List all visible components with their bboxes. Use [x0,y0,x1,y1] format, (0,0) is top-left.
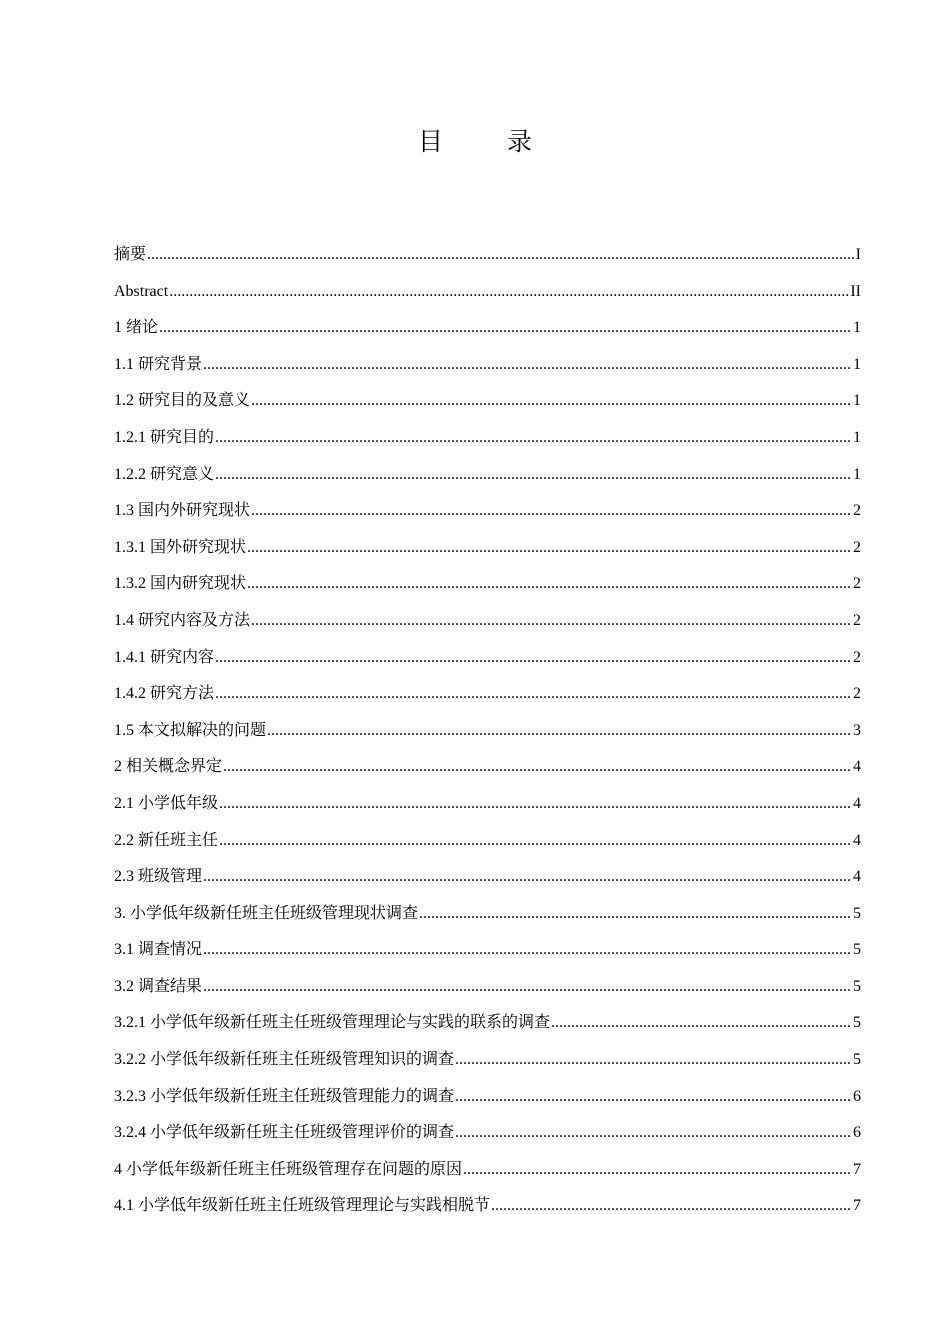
toc-entry-label: 4.1 小学低年级新任班主任班级管理理论与实践相脱节 [114,1197,491,1215]
toc-entry-label: Abstract [114,282,169,300]
toc-entry[interactable] [114,240,861,277]
toc-entry-label: 1.2.1 研究目的 [114,428,215,446]
toc-entry-page-number: I [855,246,861,263]
toc-entry-label: 1.4 研究内容及方法 [114,611,251,629]
toc-entry-page-number: 1 [853,428,861,446]
toc-entry-page-number: 1 [853,392,861,410]
toc-entry-page-number: 1 [853,465,861,483]
toc-entry[interactable] [114,533,861,570]
toc-entry[interactable] [114,716,861,753]
toc-entry[interactable] [114,1045,861,1082]
toc-entry[interactable] [114,752,861,789]
toc-dot-leader [203,862,852,892]
toc-entry-label: 1 绪论 [114,319,159,337]
toc-entry[interactable] [114,460,861,497]
toc-entry-page-number: 5 [853,1014,861,1032]
toc-entry[interactable] [114,313,861,350]
toc-entry-page-number: 1 [853,355,861,373]
toc-entry-page-number: 4 [853,758,861,776]
toc-entry[interactable] [114,1082,861,1119]
toc-entry-page-number: 3 [853,721,861,739]
toc-entry-label: 1.3.2 国内研究现状 [114,575,247,593]
toc-entry-label: 3.2.1 小学低年级新任班主任班级管理理论与实践的联系的调查 [114,1014,551,1032]
toc-entry[interactable] [114,1155,861,1192]
toc-entry[interactable] [114,862,861,899]
toc-entry[interactable] [114,277,861,314]
toc-dot-leader [203,972,852,1002]
toc-entry-label: 3.1 调查情况 [114,941,203,959]
toc-entry[interactable] [114,423,861,460]
toc-entry-page-number: 7 [853,1160,861,1178]
toc-dot-leader [491,1191,852,1221]
toc-entry-label: 3.2.4 小学低年级新任班主任班级管理评价的调查 [114,1124,455,1142]
toc-entry[interactable] [114,972,861,1009]
toc-dot-leader [223,752,852,782]
toc-entry-label: 2 相关概念界定 [114,758,223,776]
toc-entry[interactable] [114,899,861,936]
toc-dot-leader [455,1045,852,1075]
toc-entry-label: 3.2 调查结果 [114,977,203,995]
toc-entry-label: 1.4.1 研究内容 [114,648,215,666]
toc-list [114,240,861,1228]
toc-entry-page-number: 4 [853,831,861,849]
toc-entry-page-number: 6 [853,1087,861,1105]
toc-dot-leader [455,1082,852,1112]
toc-entry-page-number: 5 [853,904,861,922]
toc-title: 目 录 [418,127,560,156]
toc-entry-page-number: 4 [853,794,861,812]
toc-entry[interactable] [114,386,861,423]
toc-entry-label: 1.4.2 研究方法 [114,685,215,703]
toc-dot-leader [147,240,855,270]
toc-dot-leader [219,826,852,856]
toc-entry-page-number: 6 [853,1124,861,1142]
toc-entry-label: 1.1 研究背景 [114,355,203,373]
toc-entry-label: 1.2.2 研究意义 [114,465,215,483]
toc-entry-label: 1.3.1 国外研究现状 [114,538,247,556]
toc-entry-label: 1.5 本文拟解决的问题 [114,721,267,739]
toc-dot-leader [247,533,852,563]
toc-dot-leader [215,679,852,709]
toc-entry[interactable] [114,1008,861,1045]
toc-entry-label: 2.3 班级管理 [114,868,203,886]
toc-dot-leader [463,1155,852,1185]
toc-entry-label: 4 小学低年级新任班主任班级管理存在问题的原因 [114,1160,463,1178]
toc-entry-page-number: 2 [853,502,861,520]
toc-dot-leader [159,313,852,343]
toc-entry[interactable] [114,350,861,387]
toc-dot-leader [455,1118,852,1148]
toc-entry[interactable] [114,789,861,826]
toc-entry[interactable] [114,1191,861,1228]
toc-entry-page-number: 5 [853,977,861,995]
toc-dot-leader [247,569,852,599]
toc-entry-label: 3.2.3 小学低年级新任班主任班级管理能力的调查 [114,1087,455,1105]
toc-dot-leader [267,716,852,746]
toc-dot-leader [203,935,852,965]
toc-dot-leader [215,423,852,453]
toc-entry[interactable] [114,826,861,863]
toc-dot-leader [215,643,852,673]
toc-entry-page-number: 2 [853,611,861,629]
toc-entry[interactable] [114,679,861,716]
toc-entry-page-number: 4 [853,868,861,886]
toc-entry[interactable] [114,643,861,680]
toc-dot-leader [169,277,849,307]
toc-entry-label: 摘要 [114,246,147,263]
toc-entry-page-number: 1 [853,319,861,337]
toc-entry-page-number: 2 [853,575,861,593]
toc-dot-leader [215,460,852,490]
toc-dot-leader [419,899,852,929]
toc-entry-page-number: II [850,282,861,300]
toc-entry-label: 2.2 新任班主任 [114,831,219,849]
toc-entry-page-number: 7 [853,1197,861,1215]
toc-entry[interactable] [114,496,861,533]
toc-dot-leader [251,606,852,636]
toc-dot-leader [203,350,852,380]
toc-entry-page-number: 5 [853,941,861,959]
toc-entry[interactable] [114,935,861,972]
toc-entry-label: 2.1 小学低年级 [114,794,219,812]
toc-entry[interactable] [114,569,861,606]
toc-dot-leader [251,386,852,416]
toc-entry-page-number: 2 [853,685,861,703]
toc-dot-leader [219,789,852,819]
toc-dot-leader [251,496,852,526]
toc-entry-page-number: 5 [853,1051,861,1069]
toc-entry-page-number: 2 [853,648,861,666]
toc-entry-page-number: 2 [853,538,861,556]
toc-entry-label: 1.3 国内外研究现状 [114,502,251,520]
toc-entry-label: 3.2.2 小学低年级新任班主任班级管理知识的调查 [114,1051,455,1069]
toc-entry[interactable] [114,1118,861,1155]
toc-dot-leader [551,1008,852,1038]
toc-entry[interactable] [114,606,861,643]
toc-entry-label: 1.2 研究目的及意义 [114,392,251,410]
toc-entry-label: 3. 小学低年级新任班主任班级管理现状调查 [114,904,419,922]
